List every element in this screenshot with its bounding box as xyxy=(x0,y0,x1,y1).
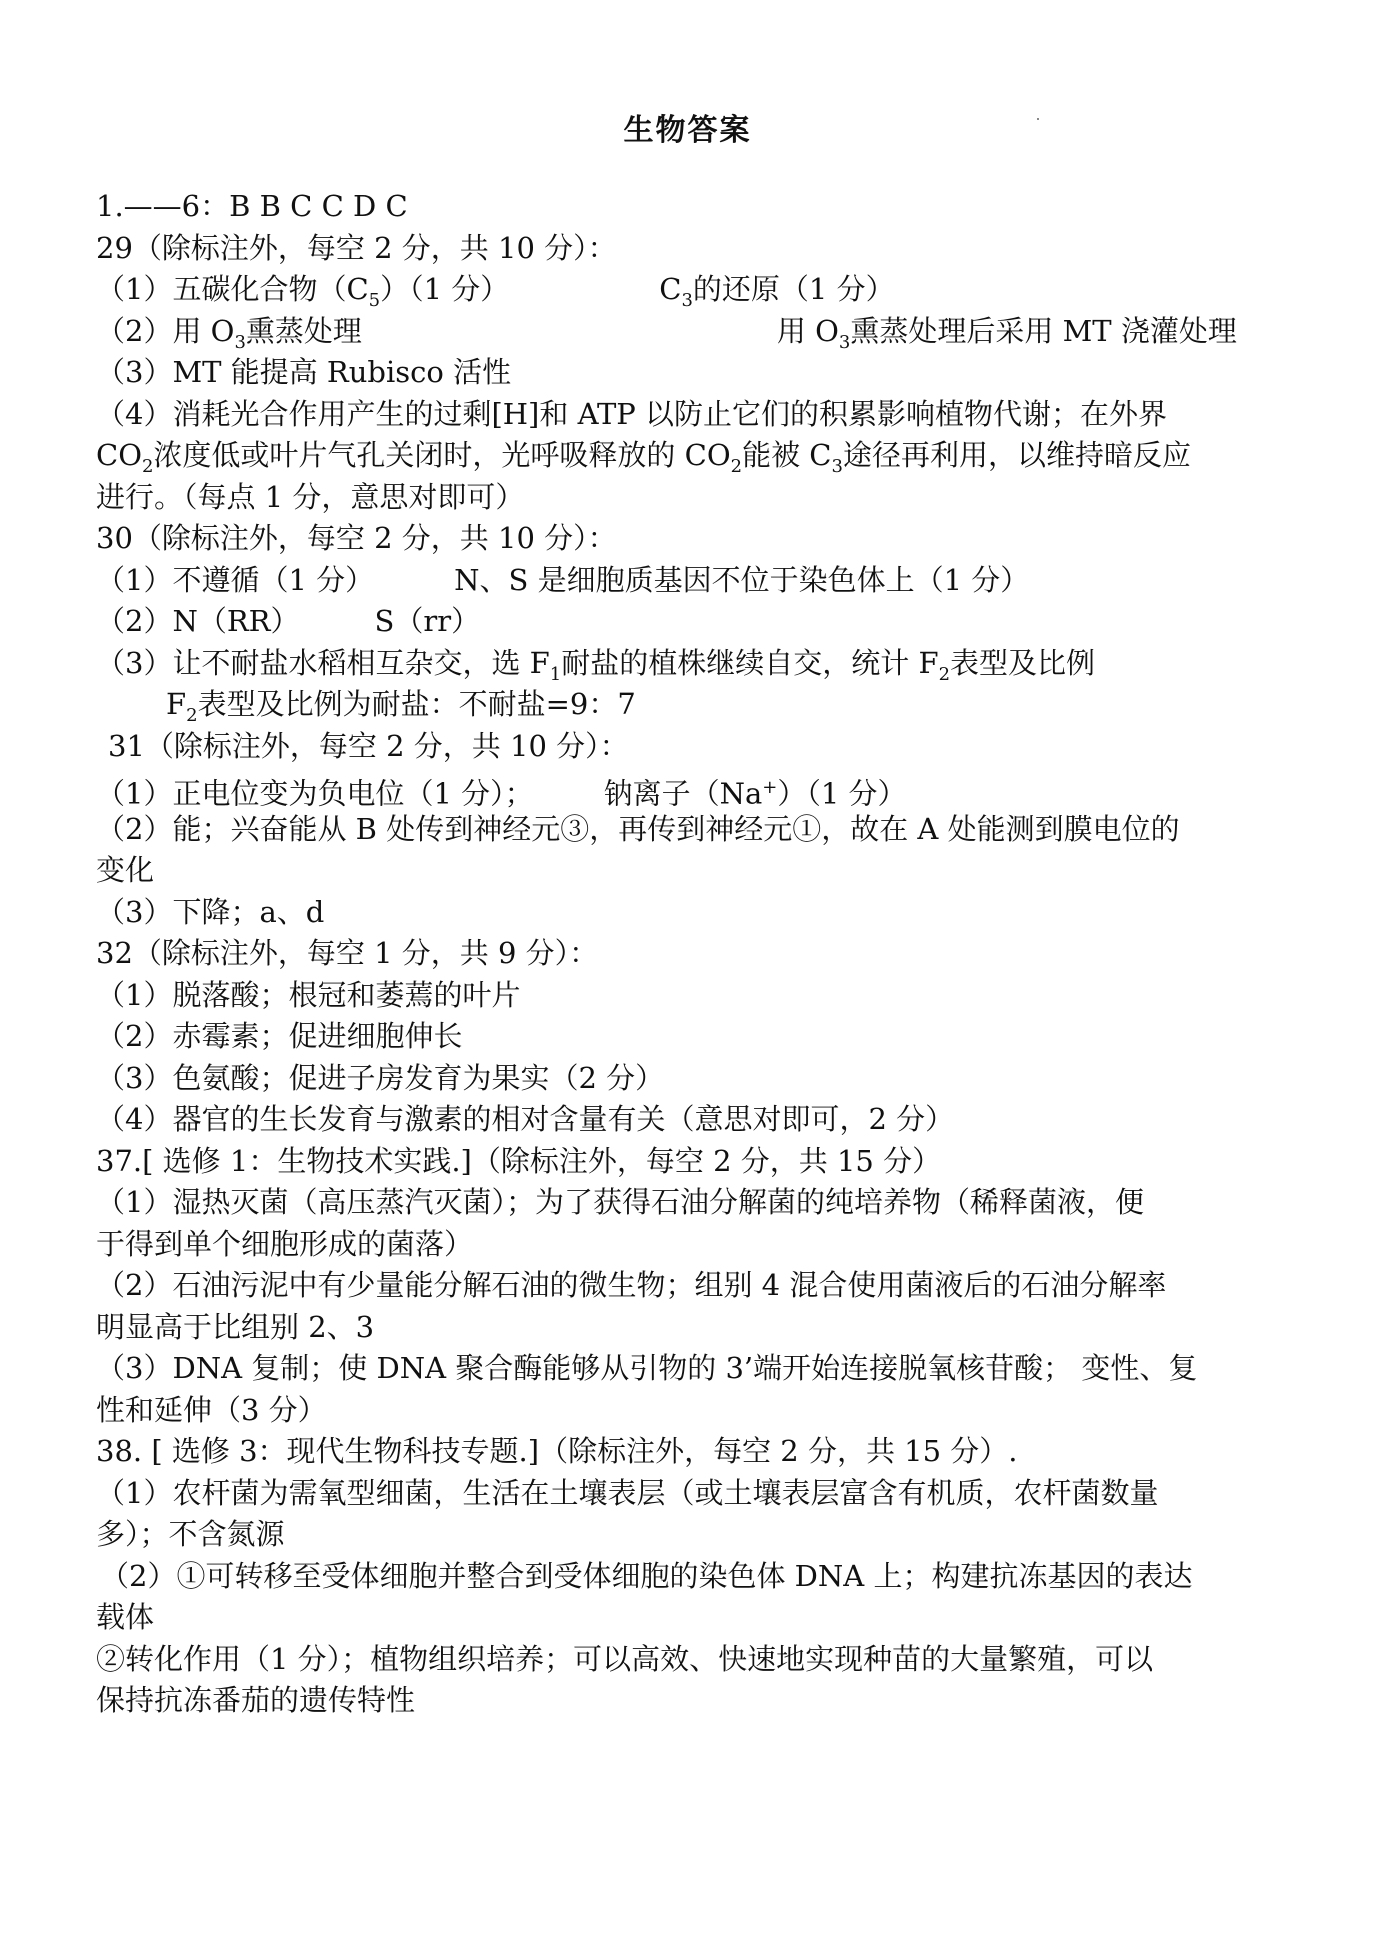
answer-line: （3）让不耐盐水稻相互杂交，选 $F_1$耐盐的植株继续自交，统计 $F_2$表型及比例 xyxy=(96,645,1096,685)
answer-line: 37.[ 选修 1：生物技术实践.]（除标注外，每空 2 分，共 15 分） xyxy=(96,1143,942,1178)
answer-line: （2）用 $O_3$熏蒸处理 用 $O_3$熏蒸处理后采用 MT 浇灌处理 xyxy=(96,313,1237,353)
answer-line: （2）①可转移至受体细胞并整合到受体细胞的染色体 DNA 上；构建抗冻基因的表达 xyxy=(100,1558,1193,1593)
answer-line: 性和延伸（3 分） xyxy=(96,1392,327,1427)
answer-line: 1.——6：B B C C D C xyxy=(96,189,408,223)
answer-line: 载体 xyxy=(96,1600,155,1634)
answer-line: 变化 xyxy=(96,853,155,887)
answer-line: 38. [ 选修 3：现代生物科技专题.]（除标注外，每空 2 分，共 15 分）. xyxy=(96,1434,1018,1468)
answer-line: （3）DNA 复制；使 DNA 聚合酶能够从引物的 3’端开始连接脱氧核苷酸； 变性、复 xyxy=(96,1351,1198,1385)
answer-line: （3）MT 能提高 Rubisco 活性 xyxy=(96,355,512,389)
answer-line: （3）色氨酸；促进子房发育为果实（2 分） xyxy=(96,1060,665,1095)
page-title: 生物答案 xyxy=(623,113,752,148)
answer-line: （2）N（RR） S（rr） xyxy=(96,604,481,638)
answer-line: $CO_2$浓度低或叶片气孔关闭时，光呼吸释放的 $CO_2$能被 $C_3$途径再利用，以维持暗反应 xyxy=(96,438,1191,477)
answer-line: 明显高于比组别 2、3 xyxy=(96,1309,375,1344)
answer-line: （2）石油污泥中有少量能分解石油的微生物；组别 4 混合使用菌液后的石油分解率 xyxy=(96,1268,1167,1302)
answer-line: （1）不遵循（1 分） N、S 是细胞质基因不位于染色体上（1 分） xyxy=(96,562,1030,597)
answer-line: （1）正电位变为负电位（1 分）； 钠离子（Na+）（1 分） xyxy=(96,776,907,811)
answer-line: $F_2$表型及比例为耐盐：不耐盐=9：7 xyxy=(166,687,636,726)
answer-line: （1）湿热灭菌（高压蒸汽灭菌）；为了获得石油分解菌的纯培养物（稀释菌液，便 xyxy=(96,1185,1144,1219)
answer-line: 保持抗冻番茄的遗传特性 xyxy=(96,1683,416,1717)
answer-line: 29（除标注外，每空 2 分，共 10 分）： xyxy=(96,230,617,265)
answer-line: 进行。（每点 1 分，意思对即可） xyxy=(96,479,525,514)
answer-line: （1）五碳化合物$(C_5)(1$ 分） $C_3$的还原（1 分） xyxy=(96,272,895,311)
answer-line: 多）；不含氮源 xyxy=(96,1517,285,1551)
answer-line: （2）能；兴奋能从 B 处传到神经元③，再传到神经元①，故在 A 处能测到膜电位的 xyxy=(96,811,1180,846)
answer-line: 于得到单个细胞形成的菌落） xyxy=(96,1226,474,1261)
answer-line: （1）农杆菌为需氧型细菌，生活在土壤表层（或土壤表层富含有机质，农杆菌数量 xyxy=(96,1475,1159,1510)
answer-line: （3）下降；a、d xyxy=(96,894,325,929)
answer-content xyxy=(96,186,1286,1722)
answer-line: 32（除标注外，每空 1 分，共 9 分）： xyxy=(96,936,599,970)
answer-line: （4）器官的生长发育与激素的相对含量有关（意思对即可，2 分） xyxy=(96,1102,955,1136)
answer-line: （4）消耗光合作用产生的过剩[H]和 ATP 以防止它们的积累影响植物代谢；在外界 xyxy=(96,396,1168,431)
answer-line: （2）赤霉素；促进细胞伸长 xyxy=(96,1019,463,1053)
answer-line: （1）脱落酸；根冠和萎蔫的叶片 xyxy=(96,977,521,1012)
answer-line: ②转化作用（1 分）；植物组织培养；可以高效、快速地实现种苗的大量繁殖，可以 xyxy=(96,1641,1154,1676)
answer-line: 31（除标注外，每空 2 分，共 10 分）： xyxy=(108,728,629,763)
scan-speck xyxy=(1037,118,1039,120)
answer-line: 30（除标注外，每空 2 分，共 10 分）： xyxy=(96,521,617,555)
